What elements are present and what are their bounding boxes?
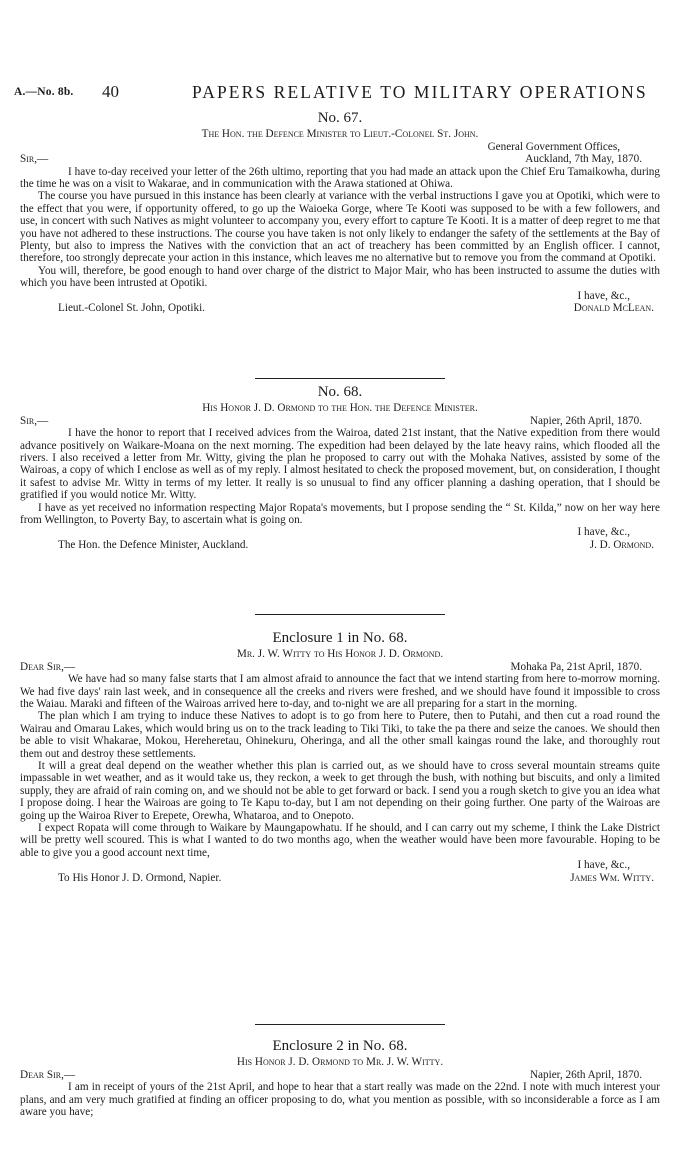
paragraph: I have the honor to report that I received advices from the Wairoa, dated 21st instant, that the Native expedition from there would advance positively on Waikare-Moana on the next morning. The expedition had been delayed by the late heavy rains, which flooded all the rivers. I also received a letter from Mr. Witty, giving the plan he proposed to carry out with the Mohaka Natives, assisted by some of the Wairoas, a copy of which I enclose as well as of my reply. I almost hesitated to check the proposed movement, but, on consideration, I thought it safest to advise Mr. Witty in terms of my letter. It really is so unusual to find any officer planning a dashing operation, that I should be gratified if you would notice Mr. Witty. (20, 427, 660, 502)
letter-number: No. 67. (317, 110, 363, 126)
letter-no-67 (20, 110, 660, 315)
section-divider (255, 378, 445, 379)
dateline: Mohaka Pa, 21st April, 1870. (510, 660, 642, 673)
section-divider (255, 1024, 445, 1025)
closing: I have, &c., (577, 859, 630, 872)
dateline: Auckland, 7th May, 1870. (525, 153, 642, 165)
letter-from-to: The Hon. the Defence Minister to Lieut.-Colonel St. John. (201, 128, 479, 140)
enclosure-heading: Enclosure 2 in No. 68. (272, 1038, 408, 1054)
signoff-row (20, 539, 660, 552)
enclosure-from-to: His Honor J. D. Ormond to Mr. J. W. Witty. (236, 1056, 444, 1068)
salutation-row (20, 1069, 660, 1082)
paragraph: We have had so many false starts that I am almost afraid to announce the fact that we intend starting from here to-morrow morning. We had five days' rain last week, and in consequence all the creeks and rivers were freshed, and we should have found it impossible to cross the Waiau. Maraki and fifteen of the Wairoas arrived here to-day, and to-night we are all preparing for a start in the morning. (20, 673, 660, 710)
dateline: Napier, 26th April, 1870. (529, 1068, 642, 1081)
section-divider (255, 614, 445, 615)
letter-no-68 (20, 384, 660, 551)
paragraph: I am in receipt of yours of the 21st April, and hope to hear that a start really was made on the 22nd. I note with much interest your plans, and am very much gratified at finding an officer proposing to do, what you mention as possible, with so inconsiderable a force as I am aware you have; (20, 1081, 660, 1118)
salutation: Dear Sir,— (20, 660, 76, 673)
salutation-row (20, 415, 660, 428)
salutation: Sir,— (20, 414, 49, 427)
addressee: To His Honor J. D. Ormond, Napier. (58, 871, 222, 884)
paragraph: You will, therefore, be good enough to hand over charge of the district to Major Mair, who has been instructed to assume the duties with which you have been intrusted at Opotiki. (20, 264, 660, 290)
paragraph: I have as yet received no information respecting Major Ropata's movements, but I propose sending the “ St. Kilda,” now on her way here from Wellington, to Poverty Bay, to ascertain what is going on. (20, 501, 660, 527)
salutation-row (20, 661, 660, 674)
dateline: Napier, 26th April, 1870. (529, 414, 642, 427)
closing: I have, &c., (577, 526, 630, 539)
enclosure-1 (20, 630, 660, 884)
paragraph: I have to-day received your letter of the 26th ultimo, reporting that you had made an attack upon the Chief Eru Tamaikowha, during the time he was on a visit to Wakarae, and in communication with the Arawa stationed at Ohiwa. (20, 165, 660, 190)
addressee: The Hon. the Defence Minister, Auckland. (58, 538, 249, 551)
salutation: Dear Sir,— (20, 1068, 76, 1081)
paragraph: It will a great deal depend on the weather whether this plan is carried out, as we should have to cross several mountain streams quite impassable in wet weather, and as it would take us, they reckon, a week to get through the bush, with nothing but biscuits, and only a limited supply, they are afraid of rain coming on, and we should not be able to get forward or back. I send you a rough sketch to give you an idea what I propose doing. I hear the Wairoas are going to Te Kapu to-day, but I am not depending on their going further. One party of the Wairoas are going up the Wairoa River to Erepete, Orewha, Whataroa, and to Onepoto. (20, 760, 660, 822)
addressee: Lieut.-Colonel St. John, Opotiki. (58, 302, 205, 315)
enclosure-from-to: Mr. J. W. Witty to His Honor J. D. Ormond. (236, 648, 444, 660)
signoff-row (20, 302, 660, 315)
paragraph: The course you have pursued in this instance has been clearly at variance with the verbal instructions I gave you at Opotiki, which were to the effect that you were, if opportunity offered, to go up the Waioeka Gorge, where Te Kooti was supposed to be with a few followers, and use, in concert with such Natives as might volunteer to accompany you, every effort to capture Te Kooti. It is a matter of deep regret to me that you have not adhered to these instructions. The course you have taken is not only likely to endanger the safety of the settlements at the Bay of Plenty, but also to impress the Natives with the conviction that an act of treachery has been committed by an English officer. I cannot, therefore, too strongly deprecate your action in this instance, which leaves me no alternative but to remove you from the command at Opotiki. (20, 190, 661, 265)
enclosure-heading: Enclosure 1 in No. 68. (272, 630, 408, 646)
paragraph: I expect Ropata will come through to Waikare by Maungapowhatu. If he should, and I can carry out my scheme, I think the Lake District will be pretty well scoured. This is what I wanted to do two months ago, when the weather would have been more favourable. Hoping to be able to give you a good account next time, (20, 822, 660, 859)
closing: I have, &c., (577, 289, 630, 302)
letter-from-to: His Honor J. D. Ormond to the Hon. the Defence Minister. (202, 402, 478, 414)
page-title: PAPERS RELATIVE TO MILITARY OPERATIONS (192, 82, 648, 102)
running-head (14, 82, 686, 104)
letter-office: General Government Offices, (487, 140, 620, 153)
document-reference: A.—No. 8b. (14, 86, 74, 98)
signature: J. D. Ormond. (589, 538, 654, 551)
enclosure-2 (20, 1038, 660, 1118)
letter-number: No. 68. (317, 384, 363, 400)
salutation: Sir,— (20, 153, 49, 165)
page-number: 40 (102, 82, 119, 101)
paragraph: The plan which I am trying to induce these Natives to adopt is to go from here to Putere, then to Putahi, and then cut a road round the Wairau and Omarau Lakes, which would bring us on to the track leading to Tiki Tiki, to take the pa there and seize the canoes. We should then be able to visit Whakarae, Mokou, Hereheretau, Ohinekuru, Oheringa, and all the other small kaingas round the lake, and thoroughly rout them out and destroy these settlements. (20, 710, 660, 760)
salutation-row (20, 153, 660, 166)
signature: Donald McLean. (573, 302, 654, 315)
signature: James Wm. Witty. (570, 871, 654, 884)
signoff-row (20, 872, 660, 885)
